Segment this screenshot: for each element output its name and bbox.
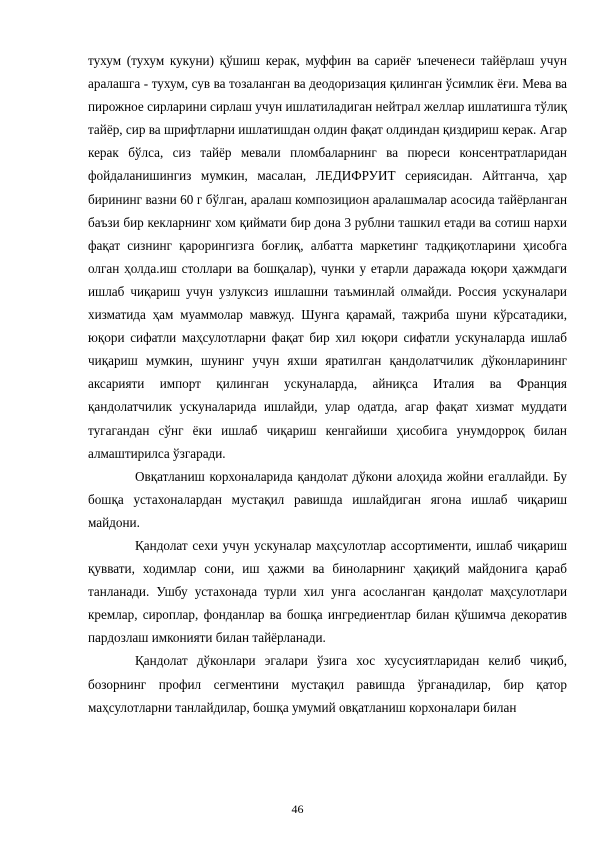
paragraph: Овқатланиш корхоналарида қандолат дўкони алоҳида жойни егаллайди. Бу бошқа устахоналардан мустақил равишда ишлайдиган ягона ишлаб чиқариш майдони. (88, 468, 567, 530)
paragraph: тухум (тухум кукуни) қўшиш керак, муффин ва сариёғ ъпеченеси тайёрлаш учун аралашга - тухум, сув ва тозаланган ва деодоризация қилинган ўсимлик ёғи. Мева ва пирожное сирларини сирлаш учун ишлатиладиган нейтрал желлар ишлатишга тўлиқ тайёр, сир ва шрифтларни ишлатишдан олдин фақат олдиндан қиздириш керак. Агар керак бўлса, сиз тайёр мевали пломбаларнинг ва пюреси консентратларидан фойдаланишингиз мумкин, масалан, ЛЕДИФРУИТ сериясидан. Айтганча, ҳар бирининг вазни 60 г бўлган, аралаш композицион аралашмалар асосида тайёрланган баъзи бир кекларнинг хом қиймати бир дона 3 рублни ташкил етади ва сотиш нархи фақат сизнинг қарорингизга боғлиқ, албатта маркетинг тадқиқотларини ҳисобга олган ҳолда.иш столлари ва бошқалар), чунки у етарли даражада юқори ҳажмдаги ишлаб чиқариш учун узлуксиз ишлашни таъминлай олмайди. Россия ускуналари хизматида ҳам муаммолар мавжуд. Шунга қарамай, тажриба шуни кўрсатадики, юқори сифатли маҳсулотларни фақат бир хил юқори сифатли ускуналарда ишлаб чиқариш мумкин, шунинг учун яхши яратилган қандолатчилик дўконларининг аксарияти импорт қилинган ускуналарда, айниқса Италия ва Франция қандолатчилик ускуналарида ишлайди, улар одатда, агар фақат хизмат муддати тугагандан сўнг ёки ишлаб чиқариш кенгайиши ҳисобига унумдорроқ билан алмаштирилса ўзгаради. (88, 53, 567, 461)
page-number: 46 (291, 802, 304, 816)
paragraph: Қандолат дўконлари эгалари ўзига хос хусусиятларидан келиб чиқиб, бозорнинг профил сегментини мустақил равишда ўрганадилар, бир қатор маҳсулотларни танлайдилар, бошқа умумий овқатланиш корхоналари билан (88, 653, 567, 715)
body-text (88, 49, 567, 719)
paragraph: Қандолат сехи учун ускуналар маҳсулотлар ассортименти, ишлаб чиқариш қуввати, ходимлар сони, иш ҳажми ва биноларнинг ҳақиқий майдонига қараб танланади. Ушбу устахонада турли хил унга асосланган қандолат маҳсулотлари кремлар, сироплар, фонданлар ва бошқа ингредиентлар билан қўшимча декоратив пардозлаш имконияти билан тайёрланади. (88, 537, 567, 646)
